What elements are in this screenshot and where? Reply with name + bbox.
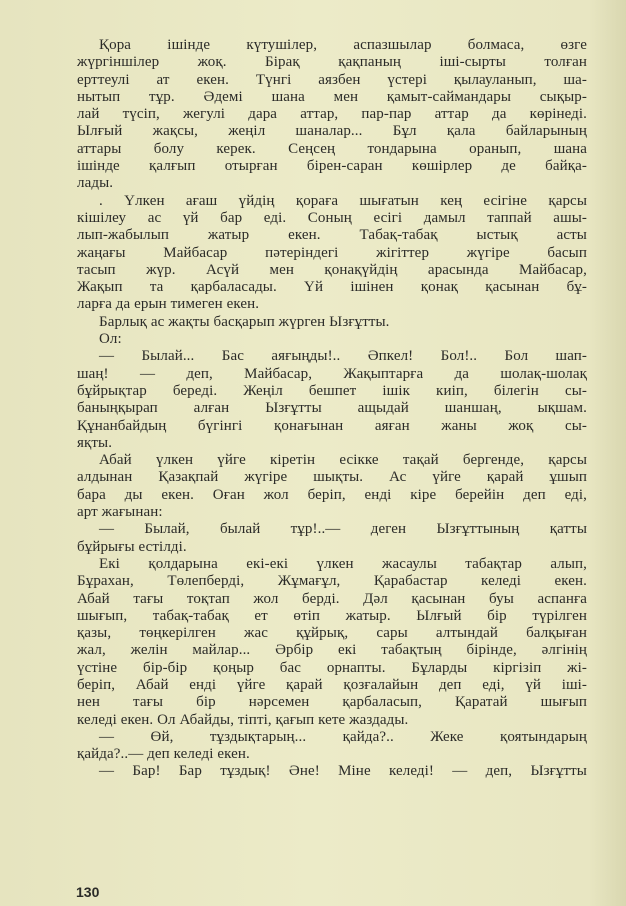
text-line: қайда?..— деп келеді екен. (77, 746, 250, 763)
text-line: бара ды екен. Оған жол беріп, енді кіре берейін деп еді, (77, 486, 587, 503)
paragraph (77, 37, 587, 193)
text-line: лып-жабылып жатыр екен. Табақ-табақ ыстық асты (77, 227, 587, 244)
text-line: аттары болу керек. Сеңсең тондарына оранып, шана (77, 140, 587, 157)
text-line: келеді екен. Ол Абайды, тіпті, қағып кете жаздады. (77, 711, 409, 728)
text-line: жүргіншілер жоқ. Бірақ қақпаның іші-сырты толған (77, 54, 587, 71)
text-line: қазы, төңкерілген жас құйрық, сары алтындай балқыған (77, 625, 587, 642)
page-number: 130 (76, 884, 100, 900)
text-line: нытып тұр. Әдемі шана мен қамыт-саймандары сықыр- (77, 88, 587, 105)
paragraph (77, 521, 587, 556)
text-line: бұйрықтар береді. Жеңіл бешпет ішік киіп, білегін сы- (77, 382, 587, 399)
text-line: ларға да ерын тимеген екен. (77, 296, 260, 313)
text-line: кішілеу ас үй бар еді. Соның есігі дамыл таппай ашы- (77, 209, 587, 226)
text-line: жаңағы Майбасар пәтеріндегі жігіттер жүгіре басып (77, 244, 587, 261)
paragraph (77, 314, 587, 331)
paragraph (77, 452, 587, 521)
text-line: Қора ішінде күтушілер, аспазшылар болмаса, өзге (99, 37, 587, 53)
text-line: алдынан Қазақпай жүгіре шықты. Ас үйге қарай ұшып (77, 469, 587, 486)
text-line: . Үлкен ағаш үйдің қораға шығатын кең есігіне қарсы (99, 192, 587, 209)
text-line: баныңқырап алған Ызғұтты ащыдай шаншаң, ықшам. (77, 400, 587, 417)
text-line: Құнанбайдың бүгінгі қонағынан аяған жаны жоқ сы- (77, 417, 587, 434)
text-line: — Бар! Бар тұздық! Әне! Міне келеді! — деп, Ызғұтты (99, 763, 587, 780)
text-line: лай түсіп, жегулі дара аттар, пар-пар аттар да көрінеді. (77, 106, 587, 123)
text-line: беріп, Абай енді үйге қарай қозғалайын деп еді, үй іші- (77, 676, 587, 693)
paragraph (77, 348, 587, 452)
text-line: арт жағынан: (77, 504, 163, 521)
text-line: Ылғый жақсы, жеңіл шаналар... Бұл қала байларының (77, 123, 587, 140)
text-line: Ол: (99, 331, 122, 348)
text-line: ерттеулі ат екен. Түнгі аязбен үстері қылауланып, ша- (77, 71, 587, 88)
text-line: үстіне бір-бір қоңыр бас орнапты. Бұларды кіргізіп жі- (77, 659, 587, 676)
text-line: Екі қолдарына екі-екі үлкен жасаулы табақтар алып, (99, 555, 587, 572)
text-line: лады. (77, 175, 114, 192)
text-line: нен тағы бір нәрсемен қарбаласып, Қаратай шығып (77, 694, 587, 711)
text-line: тасып жүр. Асүй мен қонақүйдің арасында Майбасар, (77, 261, 587, 278)
paragraph (77, 193, 587, 314)
text-line: жал, желін майлар... Әрбір екі табақтың бірінде, әлгінің (77, 642, 587, 659)
text-line: — Былай, былай тұр!..— деген Ызғұттының қатты (99, 521, 587, 538)
text-line: яқты. (77, 434, 113, 451)
paragraph (77, 763, 587, 780)
paragraph (77, 331, 587, 348)
text-line: — Өй, тұздықтарың... қайда?.. Жеке қоятындарың (99, 728, 587, 745)
paragraph (77, 729, 587, 764)
page-body-text (77, 37, 587, 781)
text-line: Жақып та қарбаласады. Үй ішінен қонақ қасынан бұ- (77, 279, 587, 296)
paragraph (77, 556, 587, 729)
text-line: шаң! — деп, Майбасар, Жақыптарға да шолақ-шолақ (77, 365, 587, 382)
text-line: Абай тағы тоқтап жол берді. Дәл қасынан буы аспанға (77, 590, 587, 607)
text-line: — Былай... Бас аяғыңды!.. Әпкел! Бол!.. Бол шап- (99, 348, 587, 365)
text-line: бұйрығы естілді. (77, 538, 187, 555)
text-line: Барлық ас жақты басқарып жүрген Ызғұтты. (99, 313, 390, 330)
text-line: ішінде қалғып отырған бірен-саран көшірлер де байқа- (77, 158, 587, 175)
text-line: Бұрахан, Төлепберді, Жұмағұл, Қарабастар келеді екен. (77, 573, 587, 590)
text-line: Абай үлкен үйге кіретін есікке тақай бергенде, қарсы (99, 452, 587, 469)
text-line: шығып, табақ-табақ ет өтіп жатыр. Ылғый бір түрілген (77, 607, 587, 624)
